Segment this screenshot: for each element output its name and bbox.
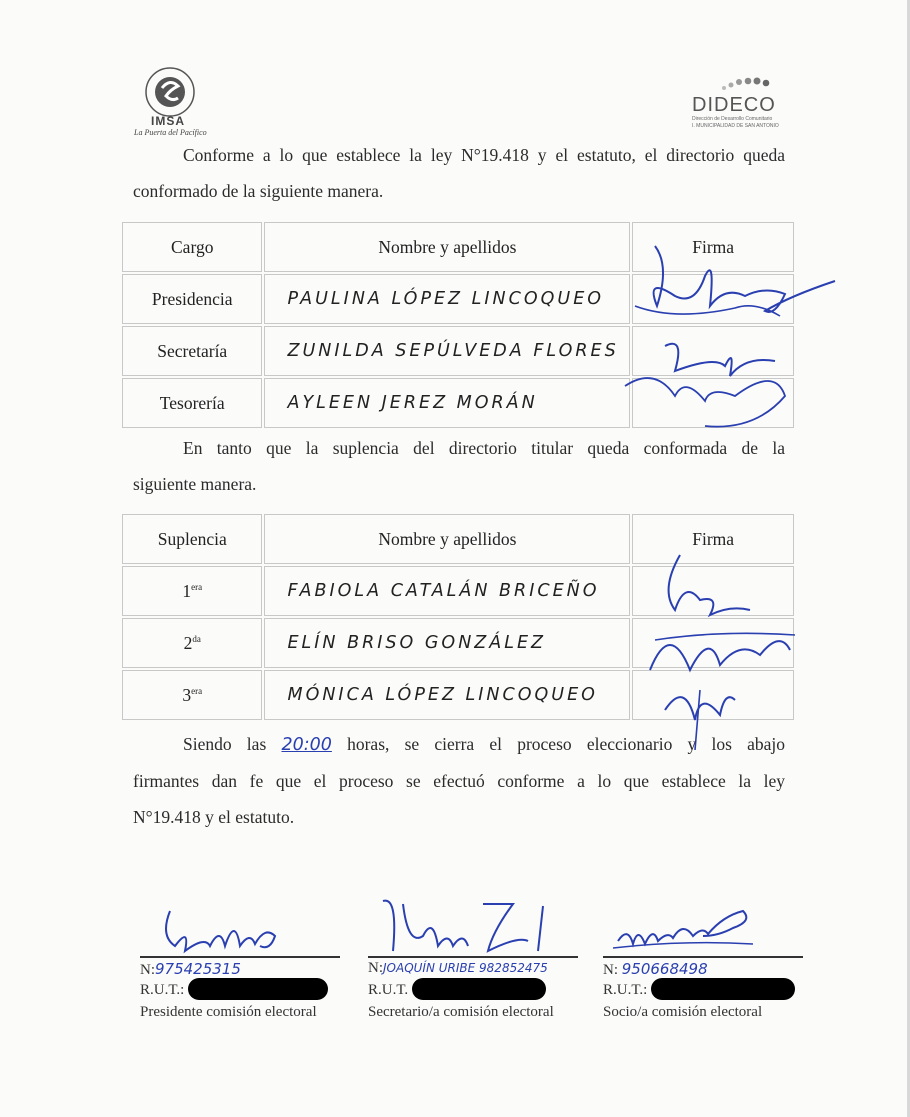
signature-scribble [378, 896, 568, 958]
dideco-logo-subtitle: Dirección de Desarrollo Comunitario [692, 116, 773, 122]
dideco-logo-municipality: I. MUNICIPALIDAD DE SAN ANTONIO [692, 123, 779, 129]
cargo-cell: Tesorería [122, 378, 262, 428]
cargo-cell: Secretaría [122, 326, 262, 376]
suplencia-cell: $2^{da}$ [122, 618, 262, 668]
suplencia-paragraph [133, 430, 785, 502]
header-nombre: Nombre y apellidos [264, 514, 630, 564]
intro-line-1: Conforme a lo que establece la ley N°19.418 y el estatuto, el directorio queda [183, 145, 785, 165]
signature-line [140, 956, 340, 958]
redaction-bar [188, 978, 328, 1000]
header-nombre: Nombre y apellidos [264, 222, 630, 272]
imsa-logo-tagline: La Puerta del Pacífico [134, 128, 207, 137]
rut-label: R.U.T. [368, 982, 409, 998]
imsa-seal-icon [144, 66, 196, 118]
nombre-cell: ELÍN BRISO GONZÁLEZ [264, 618, 630, 668]
dideco-dots-icon [718, 74, 778, 94]
redaction-bar [412, 978, 546, 1000]
redaction-bar [651, 978, 795, 1000]
signature-line [603, 956, 803, 958]
cierre-line-3: N°19.418 y el estatuto. [133, 807, 295, 827]
role-label: Secretario/a comisión electoral [368, 1004, 554, 1020]
dideco-logo [690, 74, 790, 134]
directorio-signatures [615, 236, 845, 436]
nombre-cell: AYLEEN JEREZ MORÁN [264, 378, 630, 428]
intro-paragraph [133, 137, 785, 209]
cargo-cell: Presidencia [122, 274, 262, 324]
suplencia-line-1: En tanto que la suplencia del directorio titular queda conformada de la [183, 438, 785, 458]
suplencia-cell: $1^{era}$ [122, 566, 262, 616]
suplencia-cell: $3^{era}$ [122, 670, 262, 720]
cierre-line-2: firmantes dan fe que el proceso se efectuó conforme a lo que establece la ley [133, 771, 785, 791]
n-field: N:JOAQUÍN URIBE 982852475 [368, 960, 548, 976]
imsa-logo [132, 66, 228, 136]
role-label: Presidente comisión electoral [140, 1004, 317, 1020]
dideco-logo-name: DIDECO [692, 94, 776, 116]
header-firma: Firma [632, 222, 794, 272]
n-field: N:975425315 [140, 960, 241, 978]
header-cargo: Cargo [122, 222, 262, 272]
rut-label: R.U.T.: [603, 982, 648, 998]
suplencia-line-2: siguiente manera. [133, 474, 257, 494]
nombre-cell: FABIOLA CATALÁN BRICEÑO [264, 566, 630, 616]
role-label: Socio/a comisión electoral [603, 1004, 763, 1020]
signature-scribble [613, 896, 763, 956]
cierre-paragraph [133, 726, 785, 835]
header-suplencia: Suplencia [122, 514, 262, 564]
n-field: N: 950668498 [603, 960, 708, 978]
hora-value: 20:00 [281, 735, 332, 755]
nombre-cell: ZUNILDA SEPÚLVEDA FLORES [264, 326, 630, 376]
intro-line-2: conformado de la siguiente manera. [133, 181, 384, 201]
nombre-cell: MÓNICA LÓPEZ LINCOQUEO [264, 670, 630, 720]
imsa-logo-name: IMSA [151, 114, 185, 128]
suplencia-signatures [640, 550, 810, 750]
signature-line [368, 956, 578, 958]
header-firma: Firma [632, 514, 794, 564]
signature-scribble [150, 896, 300, 956]
cierre-line-1: Siendo las 20:00 horas, se cierra el proceso eleccionario y los abajo [183, 734, 785, 755]
nombre-cell: PAULINA LÓPEZ LINCOQUEO [264, 274, 630, 324]
rut-label: R.U.T.: [140, 982, 185, 998]
